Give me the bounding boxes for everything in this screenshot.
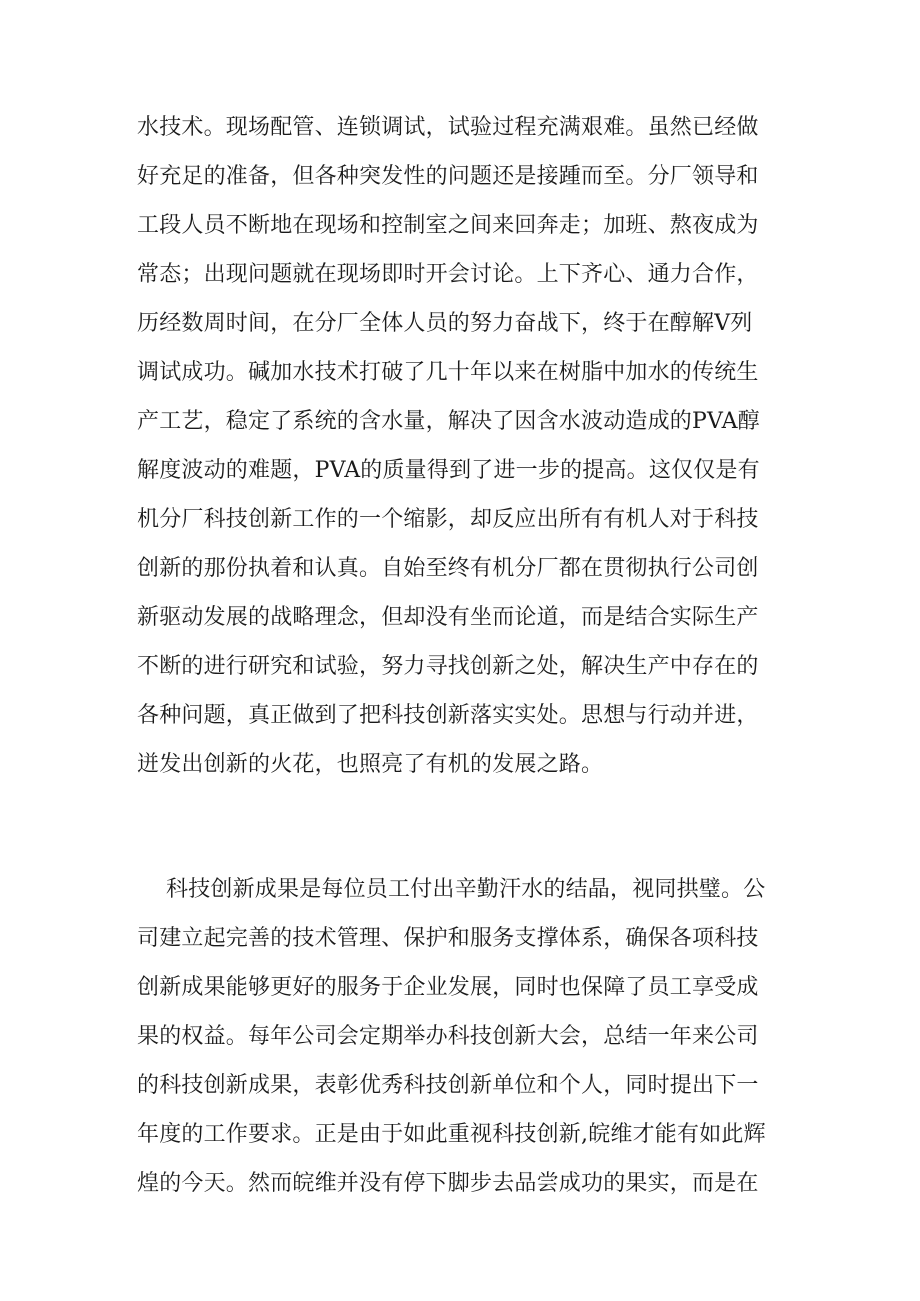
paragraph-2-line-6: 年度的工作要求。正是由于如此重视科技创新,皖维才能有如此辉: [137, 1122, 766, 1147]
paragraph-2-line-2: 司建立起完善的技术管理、保护和服务支撑体系，确保各项科技: [137, 926, 759, 951]
paragraph-1-line-2: 好充足的准备，但各种突发性的问题还是接踵而至。分厂领导和: [137, 164, 759, 189]
paragraph-2-line-3: 创新成果能够更好的服务于企业发展，同时也保障了员工享受成: [137, 975, 759, 1000]
paragraph-1-line-9: 机分厂科技创新工作的一个缩影，却反应出所有有机人对于科技: [137, 507, 759, 532]
paragraph-1-line-12: 不断的进行研究和试验，努力寻找创新之处，解决生产中存在的: [137, 654, 759, 679]
paragraph-2-line-7: 煌的今天。然而皖维并没有停下脚步去品尝成功的果实，而是在: [137, 1171, 759, 1196]
paragraph-1-line-7: 产工艺，稳定了系统的含水量，解决了因含水波动造成的PVA醇: [137, 409, 760, 434]
paragraph-1-line-8: 解度波动的难题，PVA的质量得到了进一步的提高。这仅仅是有: [137, 458, 760, 483]
paragraph-1-line-6: 调试成功。碱加水技术打破了几十年以来在树脂中加水的传统生: [137, 360, 759, 385]
paragraph-2-line-1: 科技创新成果是每位员工付出辛勤汗水的结晶，视同拱璧。公: [166, 877, 766, 902]
paragraph-1-line-13: 各种问题，真正做到了把科技创新落实实处。思想与行动并进，: [137, 703, 759, 728]
paragraph-1-line-4: 常态；出现问题就在现场即时开会讨论。上下齐心、通力合作，: [137, 262, 759, 287]
paragraph-2-line-4: 果的权益。每年公司会定期举办科技创新大会，总结一年来公司: [137, 1024, 759, 1049]
paragraph-1-line-5: 历经数周时间，在分厂全体人员的努力奋战下，终于在醇解Ⅴ列: [137, 311, 753, 336]
paragraph-1-line-1: 水技术。现场配管、连锁调试，试验过程充满艰难。虽然已经做: [137, 115, 759, 140]
paragraph-1-line-10: 创新的那份执着和认真。自始至终有机分厂都在贯彻执行公司创: [137, 556, 759, 581]
paragraph-1-line-14: 迸发出创新的火花，也照亮了有机的发展之路。: [137, 752, 604, 777]
paragraph-1-line-11: 新驱动发展的战略理念，但却没有坐而论道，而是结合实际生产: [137, 605, 759, 630]
paragraph-2-line-5: 的科技创新成果，表彰优秀科技创新单位和个人，同时提出下一: [137, 1073, 759, 1098]
paragraph-1-line-3: 工段人员不断地在现场和控制室之间来回奔走；加班、熬夜成为: [137, 213, 759, 238]
